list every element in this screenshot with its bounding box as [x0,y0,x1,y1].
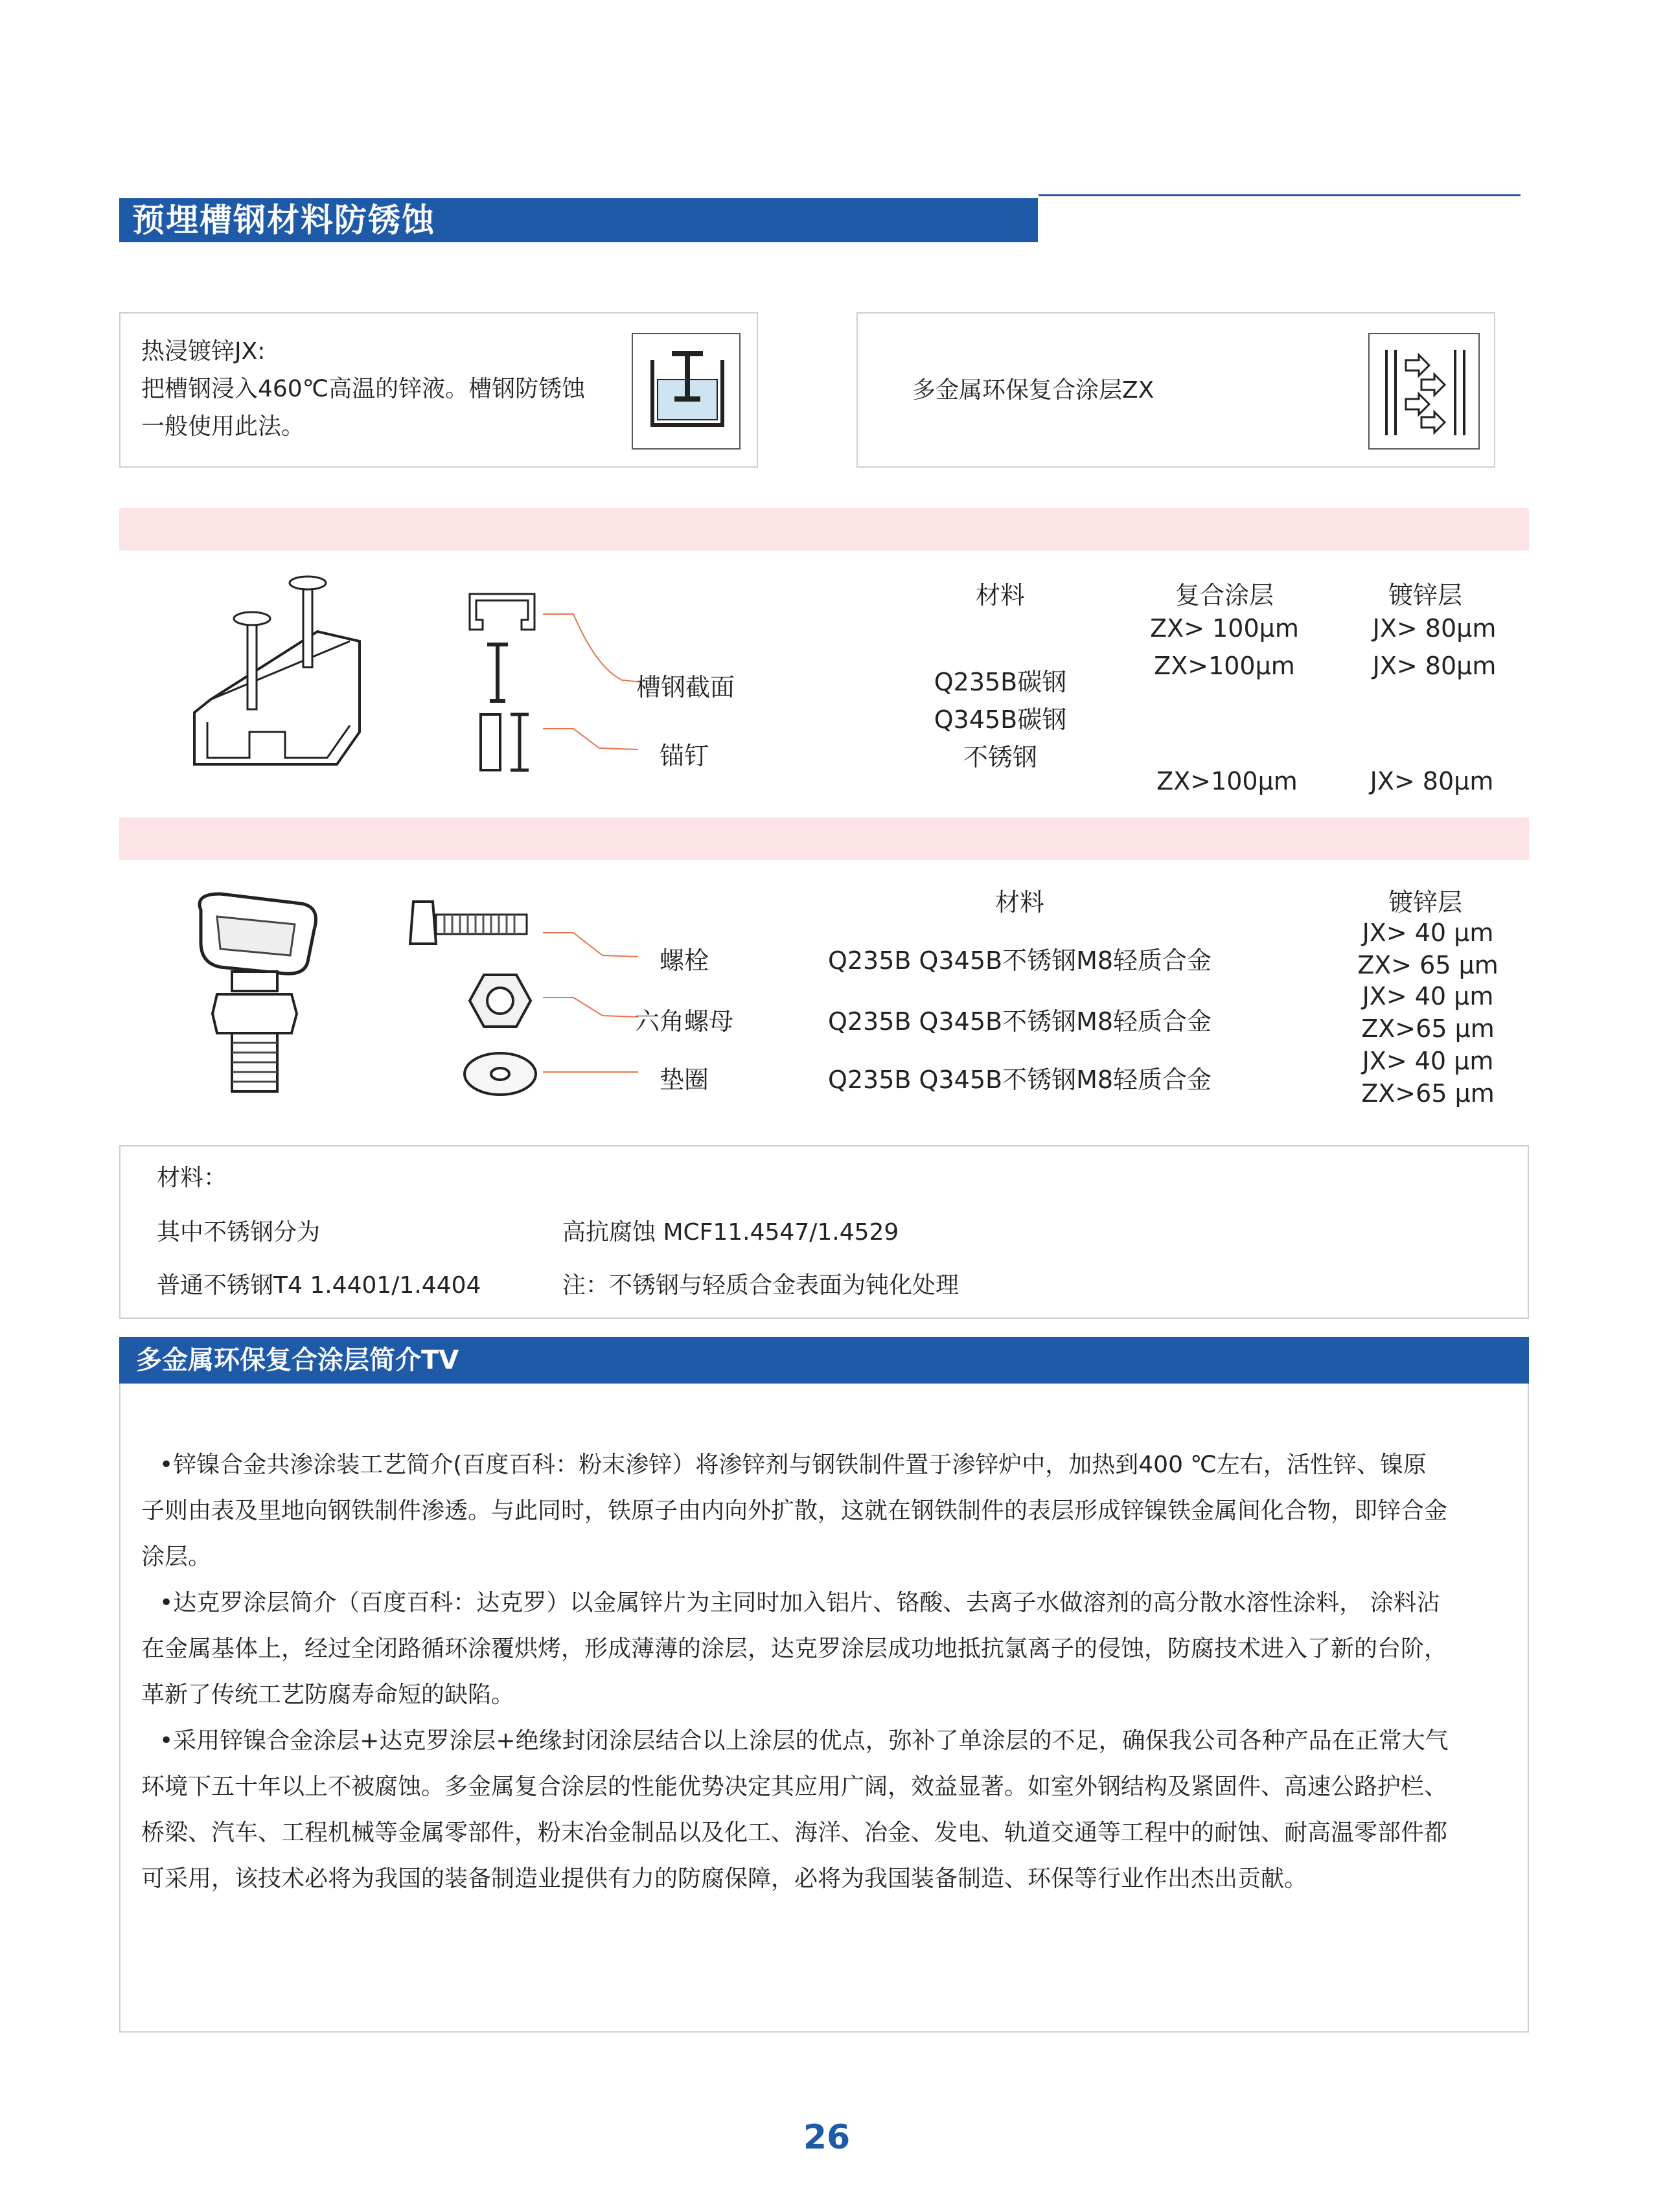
intro-paragraph-1 [141,1442,1510,1580]
channel-material-1: Q235B碳钢 [934,668,1067,696]
bolt-label: 螺栓 [660,946,709,975]
intro-paragraph-3 [141,1718,1510,1902]
hex-nut-label: 六角螺母 [635,1007,734,1036]
intro-p3-line-3: 桥梁、汽车、工程机械等金属零部件，粉末冶金制品以及化工、海洋、冶金、发电、轨道交通等工程中的耐蚀、耐高温零部件都 [141,1819,1448,1846]
intro-p3-line-1: •采用锌镍合金涂层+达克罗涂层+绝缘封闭涂层结合以上涂层的优点，弥补了单涂层的不足，确保我公司各种产品在正常大气 [159,1727,1449,1754]
intro-p2-line-2: 在金属基体上，经过全闭路循环涂覆烘烤，形成薄薄的涂层，达克罗涂层成功地抵抗氯离子的侵蚀，防腐技术进入了新的台阶， [141,1636,1448,1662]
channel-composite-3: ZX>100μm [1156,767,1298,795]
materials-note-right-1: 高抗腐蚀 MCF11.4547/1.4529 [562,1219,899,1246]
bolt-galvanized-header: 镀锌层 [1388,888,1462,917]
intro-p3-line-4: 可采用，该技术必将为我国的装备制造业提供有力的防腐保障，必将为我国装备制造、环保等行业作出杰出贡献。 [141,1865,1308,1892]
hex-nut-coat-jx: JX> 40 μm [1362,982,1494,1010]
washer-coat-jx: JX> 40 μm [1362,1047,1494,1075]
washer-coat-zx: ZX>65 μm [1361,1079,1495,1108]
intro-p2-line-1: •达克罗涂层简介（百度百科：达克罗）以金属锌片为主同时加入铝片、铬酸、去离子水做溶剂的高分散水溶性涂料， 涂料沾 [159,1590,1440,1616]
intro-p1-line-3: 涂层。 [141,1544,212,1570]
bolt-material: Q235B Q345B不锈钢M8轻质合金 [827,946,1212,975]
channel-composite-2: ZX>100μm [1154,652,1295,680]
channel-galvanized-header: 镀锌层 [1388,581,1462,610]
anchor-label: 锚钉 [660,742,709,770]
intro-p1-line-1: •锌镍合金共渗涂装工艺简介(百度百科：粉末渗锌）将渗锌剂与钢铁制件置于渗锌炉中，加热到400 ℃左右，活性锌、镍原 [159,1452,1427,1478]
intro-box [119,1384,1529,2033]
page-number: 26 [803,2118,851,2157]
channel-composite-header: 复合涂层 [1175,581,1274,610]
page-title: 预埋槽钢材料防锈蚀 [119,198,1038,242]
hex-nut-material: Q235B Q345B不锈钢M8轻质合金 [827,1007,1212,1036]
channel-material-header: 材料 [975,581,1025,610]
bolt-material-header: 材料 [994,888,1044,917]
channel-galvanized-1: JX> 80μm [1372,614,1497,643]
channel-section-label: 槽钢截面 [636,673,735,701]
hot-dip-line-3: 一般使用此法。 [141,413,305,440]
intro-p2-line-3: 革新了传统工艺防腐寿命短的缺陷。 [141,1682,515,1708]
intro-p3-line-2: 环境下五十年以上不被腐蚀。多金属复合涂层的性能优势决定其应用广阔，效益显著。如室外钢结构及紧固件、高速公路护栏、 [141,1773,1448,1800]
washer-label: 垫圈 [660,1066,709,1094]
materials-note-right-2: 注：不锈钢与轻质合金表面为钝化处理 [562,1272,959,1299]
intro-p1-line-2: 子则由表及里地向钢铁制件渗透。与此同时，铁原子由内向外扩散，这就在钢铁制件的表层形成锌镍铁金属间化合物，即锌合金 [141,1498,1448,1524]
hot-dip-line-1: 热浸镀锌JX: [141,338,266,365]
channel-composite-1: ZX> 100μm [1150,614,1299,643]
intro-title: 多金属环保复合涂层简介TV [119,1337,1529,1384]
materials-note-left-1: 其中不锈钢分为 [157,1219,321,1246]
hot-dip-line-2: 把槽钢浸入460℃高温的锌液。槽钢防锈蚀 [141,376,586,402]
bolt-coat-zx: ZX> 65 μm [1357,951,1499,979]
materials-note-box [119,1145,1529,1319]
composite-coating-text: 多金属环保复合涂层ZX [912,377,1154,404]
channel-galvanized-3: JX> 80μm [1370,767,1494,795]
intro-paragraph-2 [141,1580,1510,1718]
intro-paragraphs [141,1442,1510,1902]
bolt-coat-jx: JX> 40 μm [1362,918,1494,947]
hex-nut-coat-zx: ZX>65 μm [1361,1014,1495,1043]
materials-note-left-2: 普通不锈钢T4 1.4401/1.4404 [157,1272,481,1299]
channel-galvanized-2: JX> 80μm [1372,652,1497,680]
channel-material-3: 不锈钢 [963,743,1037,771]
channel-material-2: Q345B碳钢 [934,705,1067,734]
materials-note-title: 材料： [157,1165,227,1191]
washer-material: Q235B Q345B不锈钢M8轻质合金 [827,1066,1212,1094]
